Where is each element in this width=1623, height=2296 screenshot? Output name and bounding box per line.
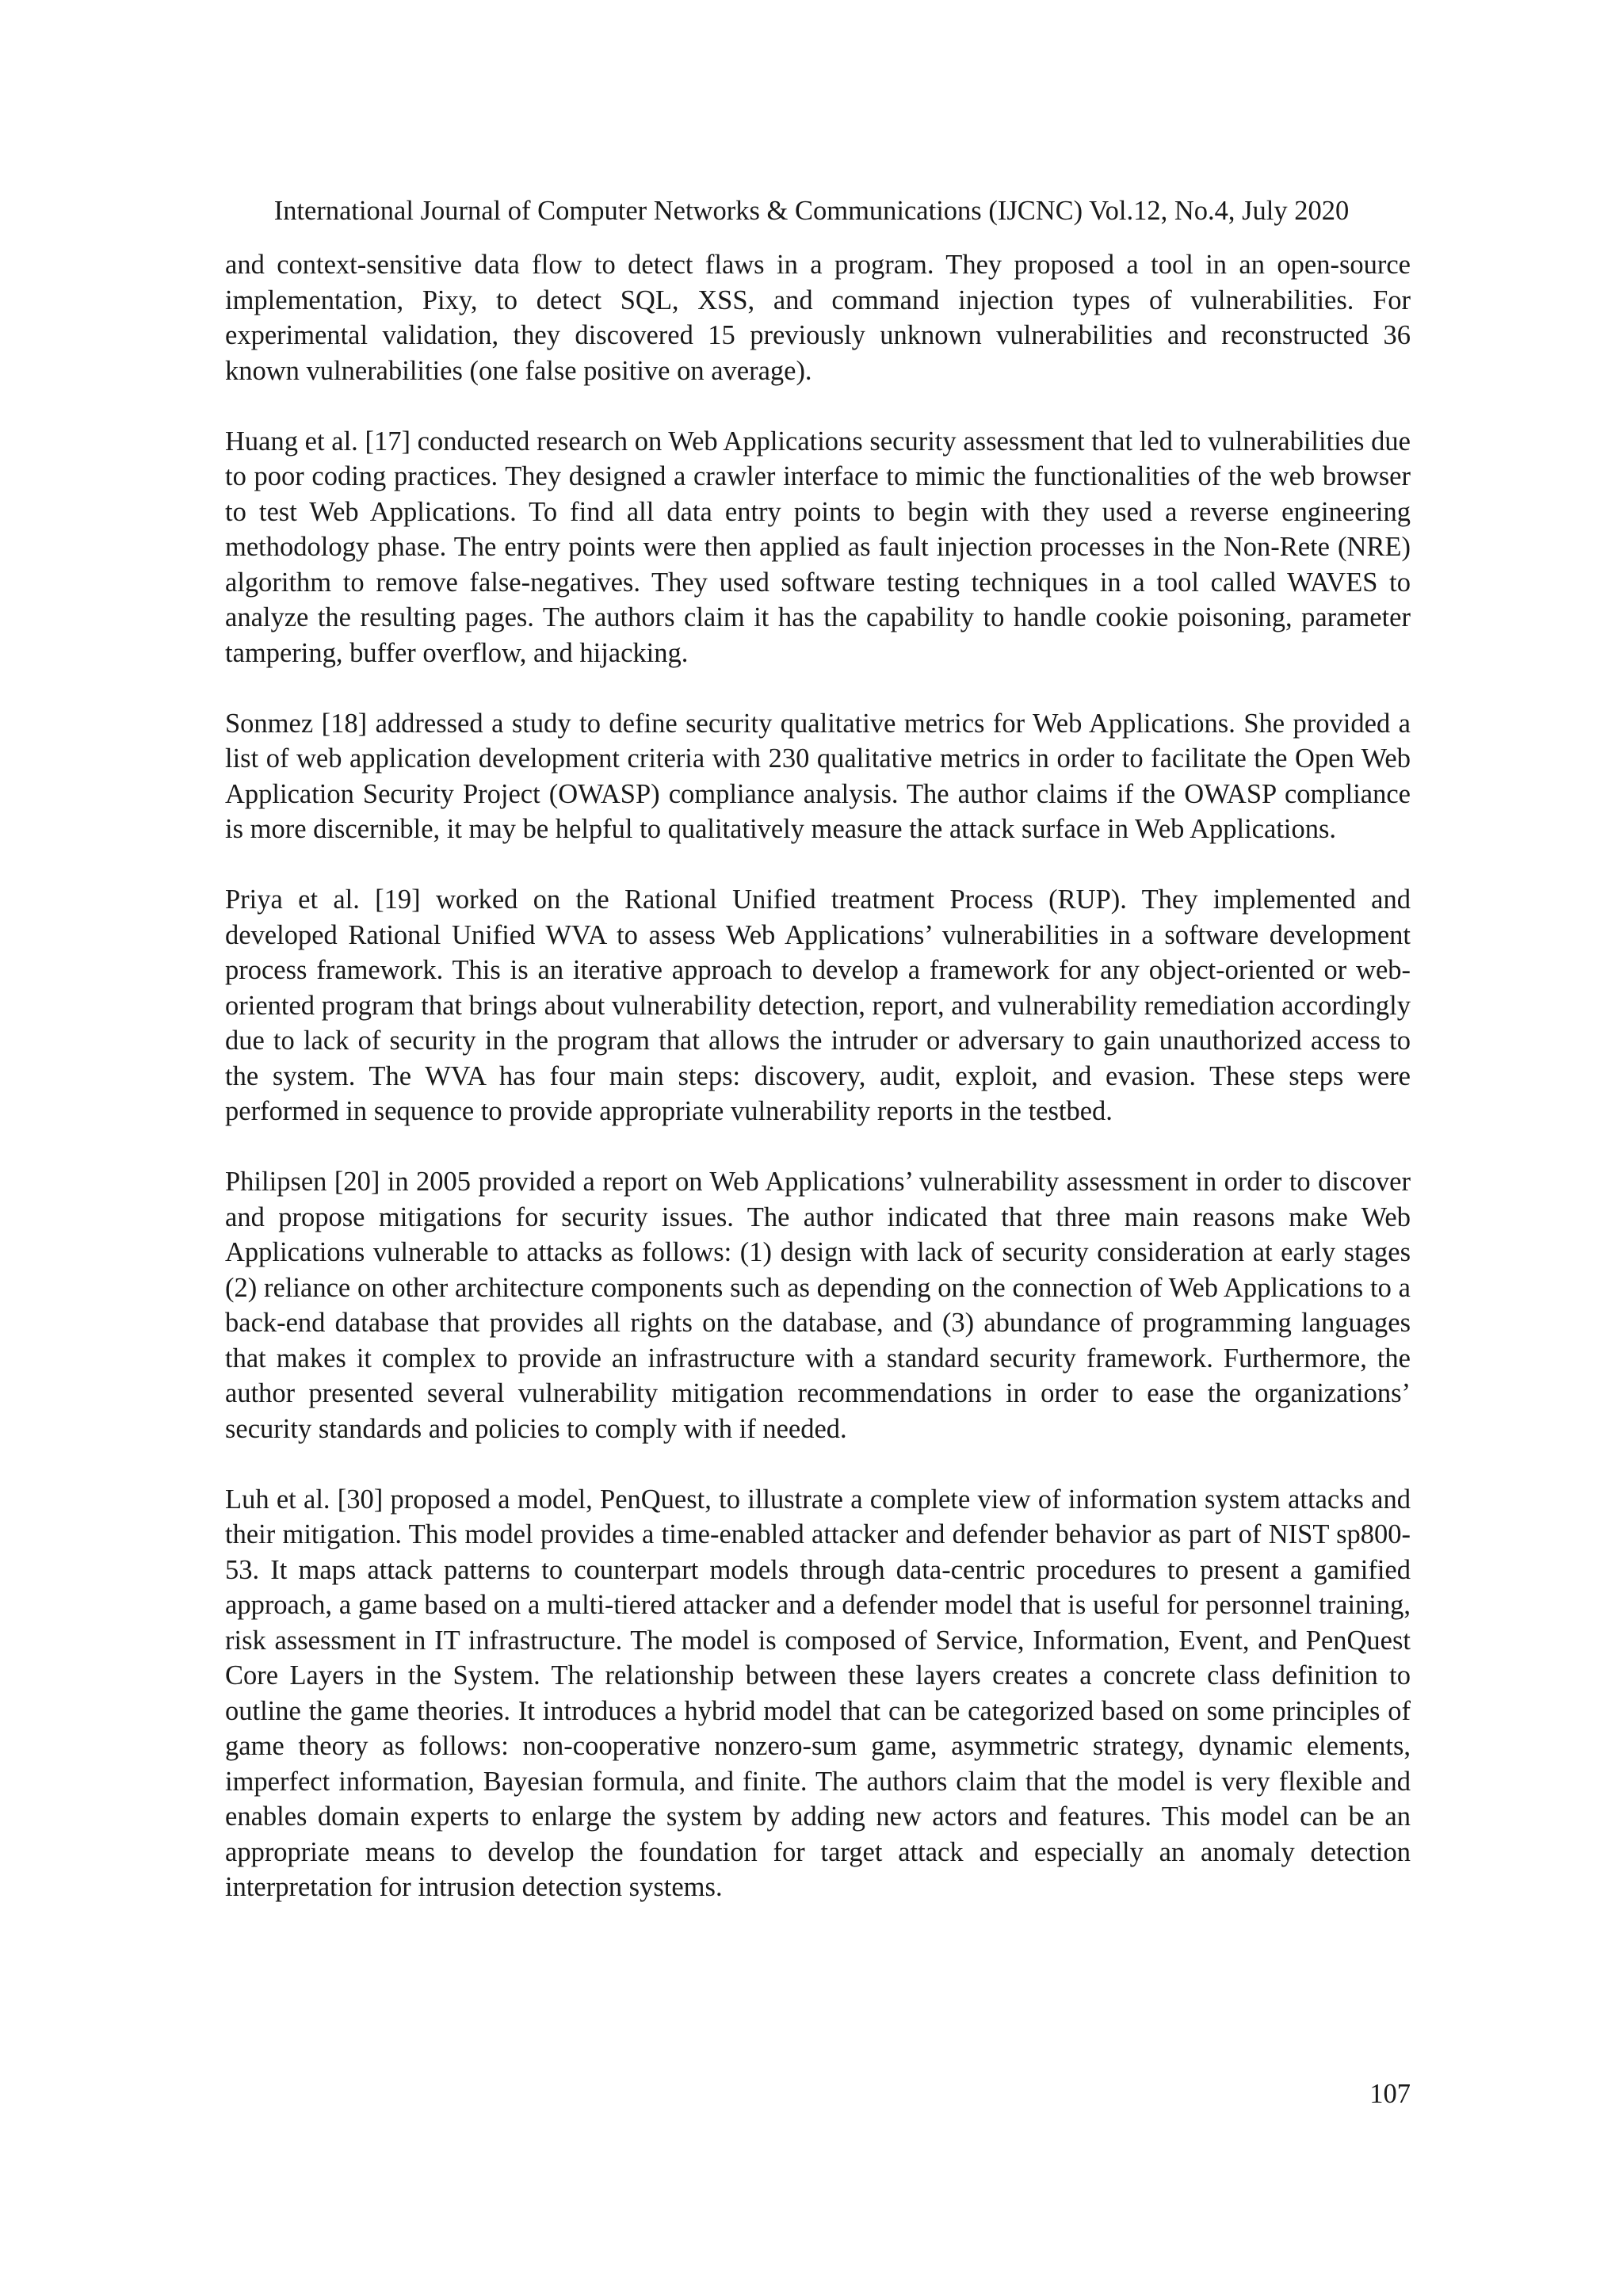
running-header: International Journal of Computer Networks & Communications (IJCNC) Vol.12, No.4, July 2020 [273, 196, 1350, 226]
paragraph-pixy-continuation: and context-sensitive data flow to detect flaws in a program. They proposed a tool in an open-source implementation, Pixy, to detect SQL, XSS, and command injection types of vulnerabilities. For experimental validation, they discovered 15 previously unknown vulnerabilities and reconstructed 36 known vulnerabilities (one false positive on average). [225, 250, 1411, 386]
paragraph-huang: Huang et al. [17] conducted research on Web Applications security assessment that led to vulnerabilities due to poor coding practices. They designed a crawler interface to mimic the functionalities of the web browser to test Web Applications. To find all data entry points to begin with they used a reverse engineering methodology phase. The entry points were then applied as fault injection processes in the Non-Rete (NRE) algorithm to remove false-negatives. They used software testing techniques in a tool called WAVES to analyze the resulting pages. The authors claim it has the capability to handle cookie poisoning, parameter tampering, buffer overflow, and hijacking. [225, 426, 1411, 668]
page-number: 107 [1369, 2079, 1411, 2109]
paragraph-philipsen: Philipsen [20] in 2005 provided a report on Web Applications’ vulnerability assessment in order to discover and propose mitigations for security issues. The author indicated that three main reasons make Web Applications vulnerable to attacks as follows: (1) design with lack of security consideration at early stages (2) reliance on other architecture components such as depending on the connection of Web Applications to a back-end database that provides all rights on the database, and (3) abundance of programming languages that makes it complex to provide an infrastructure with a standard security framework. Furthermore, the author presented several vulnerability mitigation recommendations in order to ease the organizations’ security standards and policies to comply with if needed. [225, 1167, 1411, 1444]
paragraph-luh: Luh et al. [30] proposed a model, PenQuest, to illustrate a complete view of information system attacks and their mitigation. This model provides a time-enabled attacker and defender behavior as part of NIST sp800-53. It maps attack patterns to counterpart models through data-centric procedures to present a gamified approach, a game based on a multi-tiered attacker and a defender model that is useful for personnel training, risk assessment in IT infrastructure. The model is composed of Service, Information, Event, and PenQuest Core Layers in the System. The relationship between these layers creates a concrete class definition to outline the game theories. It introduces a hybrid model that can be categorized based on some principles of game theory as follows: non-cooperative nonzero-sum game, asymmetric strategy, dynamic elements, imperfect information, Bayesian formula, and finite. The authors claim that the model is very flexible and enables domain experts to enlarge the system by adding new actors and features. This model can be an appropriate means to develop the foundation for target attack and especially an anomaly detection interpretation for intrusion detection systems. [225, 1484, 1411, 1902]
paragraph-sonmez: Sonmez [18] addressed a study to define security qualitative metrics for Web Applications. She provided a list of web application development criteria with 230 qualitative metrics in order to facilitate the Open Web Application Security Project (OWASP) compliance analysis. The author claims if the OWASP compliance is more discernible, it may be helpful to qualitatively measure the attack surface in Web Applications. [225, 708, 1411, 844]
body-text [225, 247, 1411, 1905]
paragraph-priya: Priya et al. [19] worked on the Rational Unified treatment Process (RUP). They implemented and developed Rational Unified WVA to assess Web Applications’ vulnerabilities in a software development process framework. This is an iterative approach to develop a framework for any object-oriented or web-oriented program that brings about vulnerability detection, report, and vulnerability remediation accordingly due to lack of security in the program that allows the intruder or adversary to gain unauthorized access to the system. The WVA has four main steps: discovery, audit, exploit, and evasion. These steps were performed in sequence to provide appropriate vulnerability reports in the testbed. [225, 884, 1411, 1126]
